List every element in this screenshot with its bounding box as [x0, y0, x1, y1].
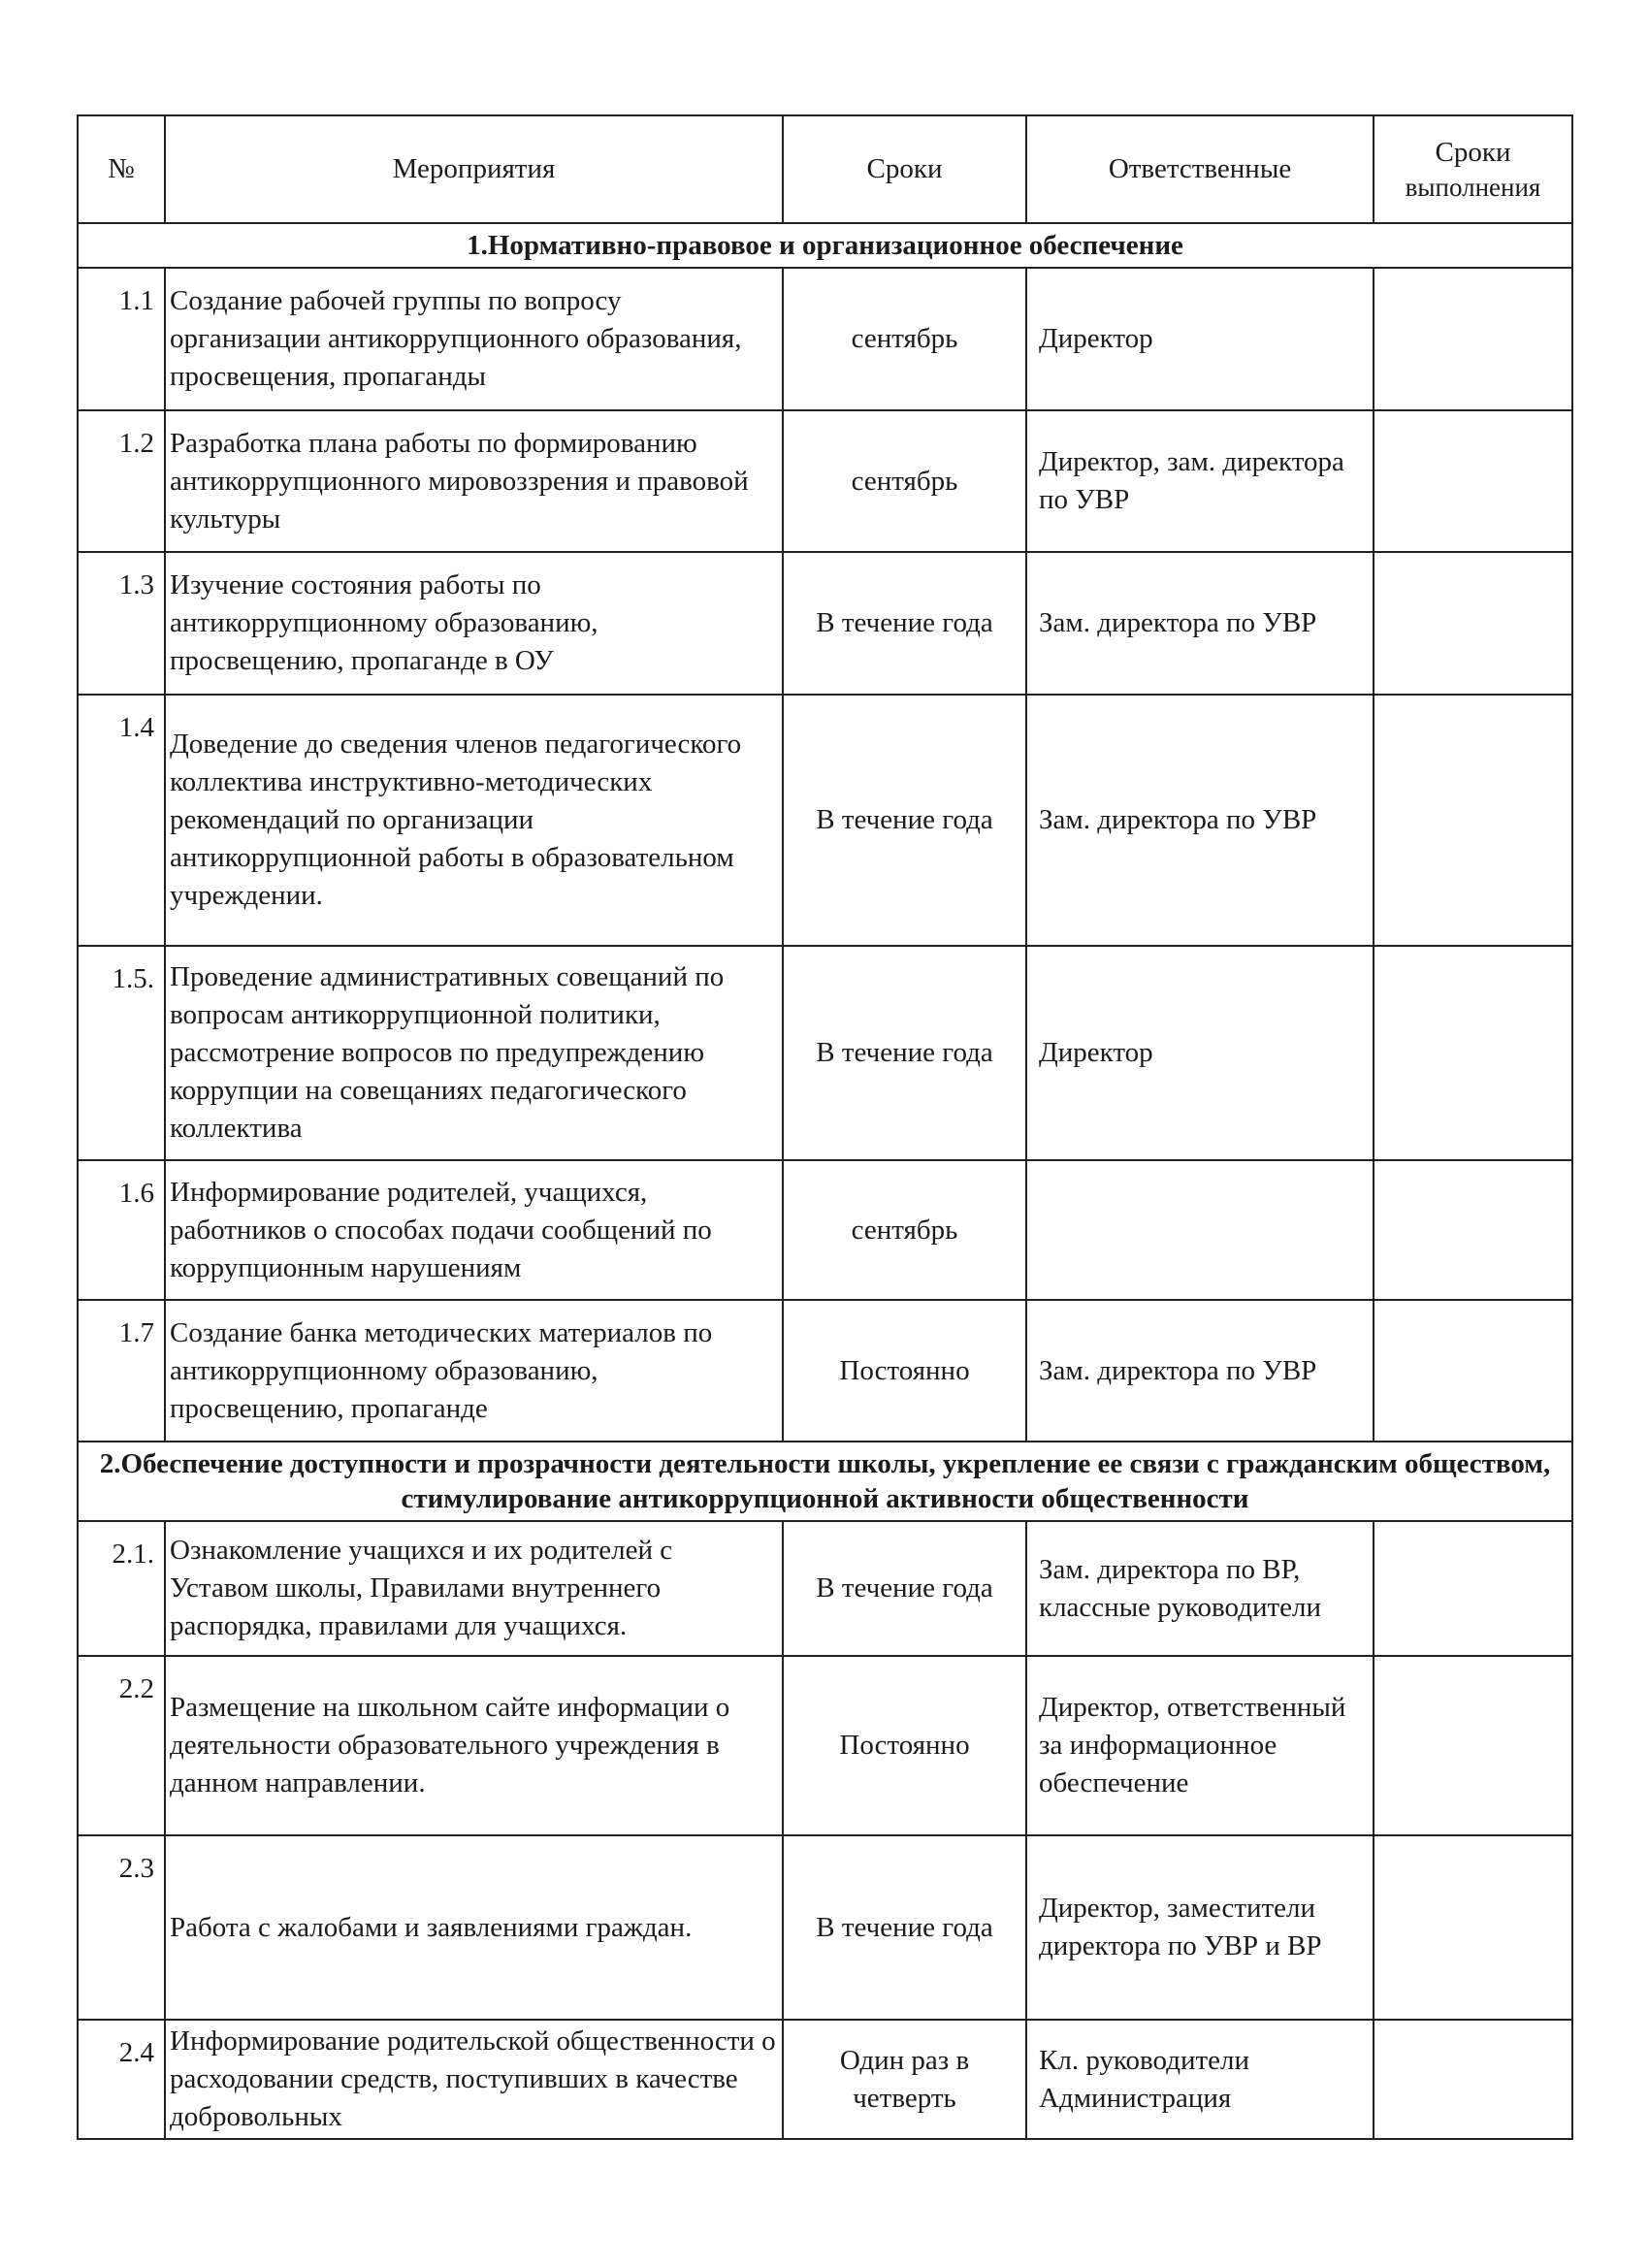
row-responsible: Зам. директора по ВР, классные руководители [1026, 1521, 1374, 1656]
row-term: сентябрь [783, 1160, 1026, 1300]
table-row [78, 1521, 1572, 1656]
header-num: № [78, 115, 165, 223]
row-term: В течение года [783, 946, 1026, 1160]
header-responsible: Ответственные [1026, 115, 1374, 223]
section-title: 1.Нормативно-правовое и организационное обеспечение [78, 223, 1572, 268]
row-completion [1374, 946, 1572, 1160]
table-row [78, 1835, 1572, 2020]
table-header-row [78, 115, 1572, 223]
section-title: 2.Обеспечение доступности и прозрачности деятельности школы, укрепление ее связи с гражданским обществом, стимулирование антикоррупционной активности общественности [78, 1442, 1572, 1521]
table-row [78, 410, 1572, 552]
row-completion [1374, 695, 1572, 946]
row-num: 1.6 [78, 1160, 165, 1300]
row-term: В течение года [783, 1521, 1026, 1656]
row-completion [1374, 1160, 1572, 1300]
row-term: Постоянно [783, 1656, 1026, 1835]
plan-table [77, 114, 1573, 2140]
row-completion [1374, 2020, 1572, 2139]
row-num: 1.5. [78, 946, 165, 1160]
row-completion [1374, 1835, 1572, 2020]
row-num: 1.2 [78, 410, 165, 552]
row-activity: Изучение состояния работы по антикоррупционному образованию, просвещению, пропаганде в ОУ [165, 552, 783, 695]
row-term: сентябрь [783, 268, 1026, 410]
table-row [78, 1656, 1572, 1835]
table-row [78, 1300, 1572, 1442]
row-responsible: Директор [1026, 946, 1374, 1160]
row-responsible: Кл. руководители Администрация [1026, 2020, 1374, 2139]
row-completion [1374, 552, 1572, 695]
table-row [78, 695, 1572, 946]
table-row [78, 552, 1572, 695]
row-responsible: Директор, ответственный за информационное обеспечение [1026, 1656, 1374, 1835]
header-term: Сроки [783, 115, 1026, 223]
row-responsible: Зам. директора по УВР [1026, 695, 1374, 946]
row-term: В течение года [783, 695, 1026, 946]
row-num: 2.2 [78, 1656, 165, 1835]
table-row [78, 946, 1572, 1160]
row-completion [1374, 1656, 1572, 1835]
row-num: 2.4 [78, 2020, 165, 2139]
row-activity: Размещение на школьном сайте информации о деятельности образовательного учреждения в данном направлении. [165, 1656, 783, 1835]
section-heading-row [78, 223, 1572, 268]
row-num: 1.3 [78, 552, 165, 695]
row-activity: Проведение административных совещаний по вопросам антикоррупционной политики, рассмотрение вопросов по предупреждению коррупции на совещаниях педагогического коллектива [165, 946, 783, 1160]
row-term: Один раз в четверть [783, 2020, 1026, 2139]
row-activity: Информирование родителей, учащихся, работников о способах подачи сообщений по коррупционным нарушениям [165, 1160, 783, 1300]
table-row [78, 268, 1572, 410]
table-row [78, 1160, 1572, 1300]
row-activity: Информирование родительской общественности о расходовании средств, поступивших в качестве добровольных [165, 2020, 783, 2139]
row-activity: Работа с жалобами и заявлениями граждан. [165, 1835, 783, 2020]
table-row [78, 2020, 1572, 2139]
row-activity: Создание рабочей группы по вопросу организации антикоррупционного образования, просвещения, пропаганды [165, 268, 783, 410]
row-completion [1374, 268, 1572, 410]
header-activity: Мероприятия [165, 115, 783, 223]
row-responsible: Директор [1026, 268, 1374, 410]
section-heading-row [78, 1442, 1572, 1521]
row-term: Постоянно [783, 1300, 1026, 1442]
row-responsible: Директор, зам. директора по УВР [1026, 410, 1374, 552]
row-completion [1374, 410, 1572, 552]
header-completion [1374, 115, 1572, 223]
row-num: 1.7 [78, 1300, 165, 1442]
row-activity: Доведение до сведения членов педагогического коллектива инструктивно-методических рекомендаций по организации антикоррупционной работы в образовательном учреждении. [165, 695, 783, 946]
row-num: 1.4 [78, 695, 165, 946]
row-term: В течение года [783, 1835, 1026, 2020]
row-term: В течение года [783, 552, 1026, 695]
row-num: 1.1 [78, 268, 165, 410]
header-completion-line2: выполнения [1405, 172, 1541, 202]
row-activity: Создание банка методических материалов по антикоррупционному образованию, просвещению, пропаганде [165, 1300, 783, 1442]
row-num: 2.3 [78, 1835, 165, 2020]
row-completion [1374, 1300, 1572, 1442]
row-completion [1374, 1521, 1572, 1656]
row-activity: Ознакомление учащихся и их родителей с Уставом школы, Правилами внутреннего распорядка, правилами для учащихся. [165, 1521, 783, 1656]
row-responsible: Зам. директора по УВР [1026, 1300, 1374, 1442]
row-num: 2.1. [78, 1521, 165, 1656]
row-activity: Разработка плана работы по формированию антикоррупционного мировоззрения и правовой культуры [165, 410, 783, 552]
row-responsible [1026, 1160, 1374, 1300]
row-responsible: Директор, заместители директора по УВР и ВР [1026, 1835, 1374, 2020]
row-term: сентябрь [783, 410, 1026, 552]
row-responsible: Зам. директора по УВР [1026, 552, 1374, 695]
header-completion-line1: Сроки [1435, 136, 1511, 168]
